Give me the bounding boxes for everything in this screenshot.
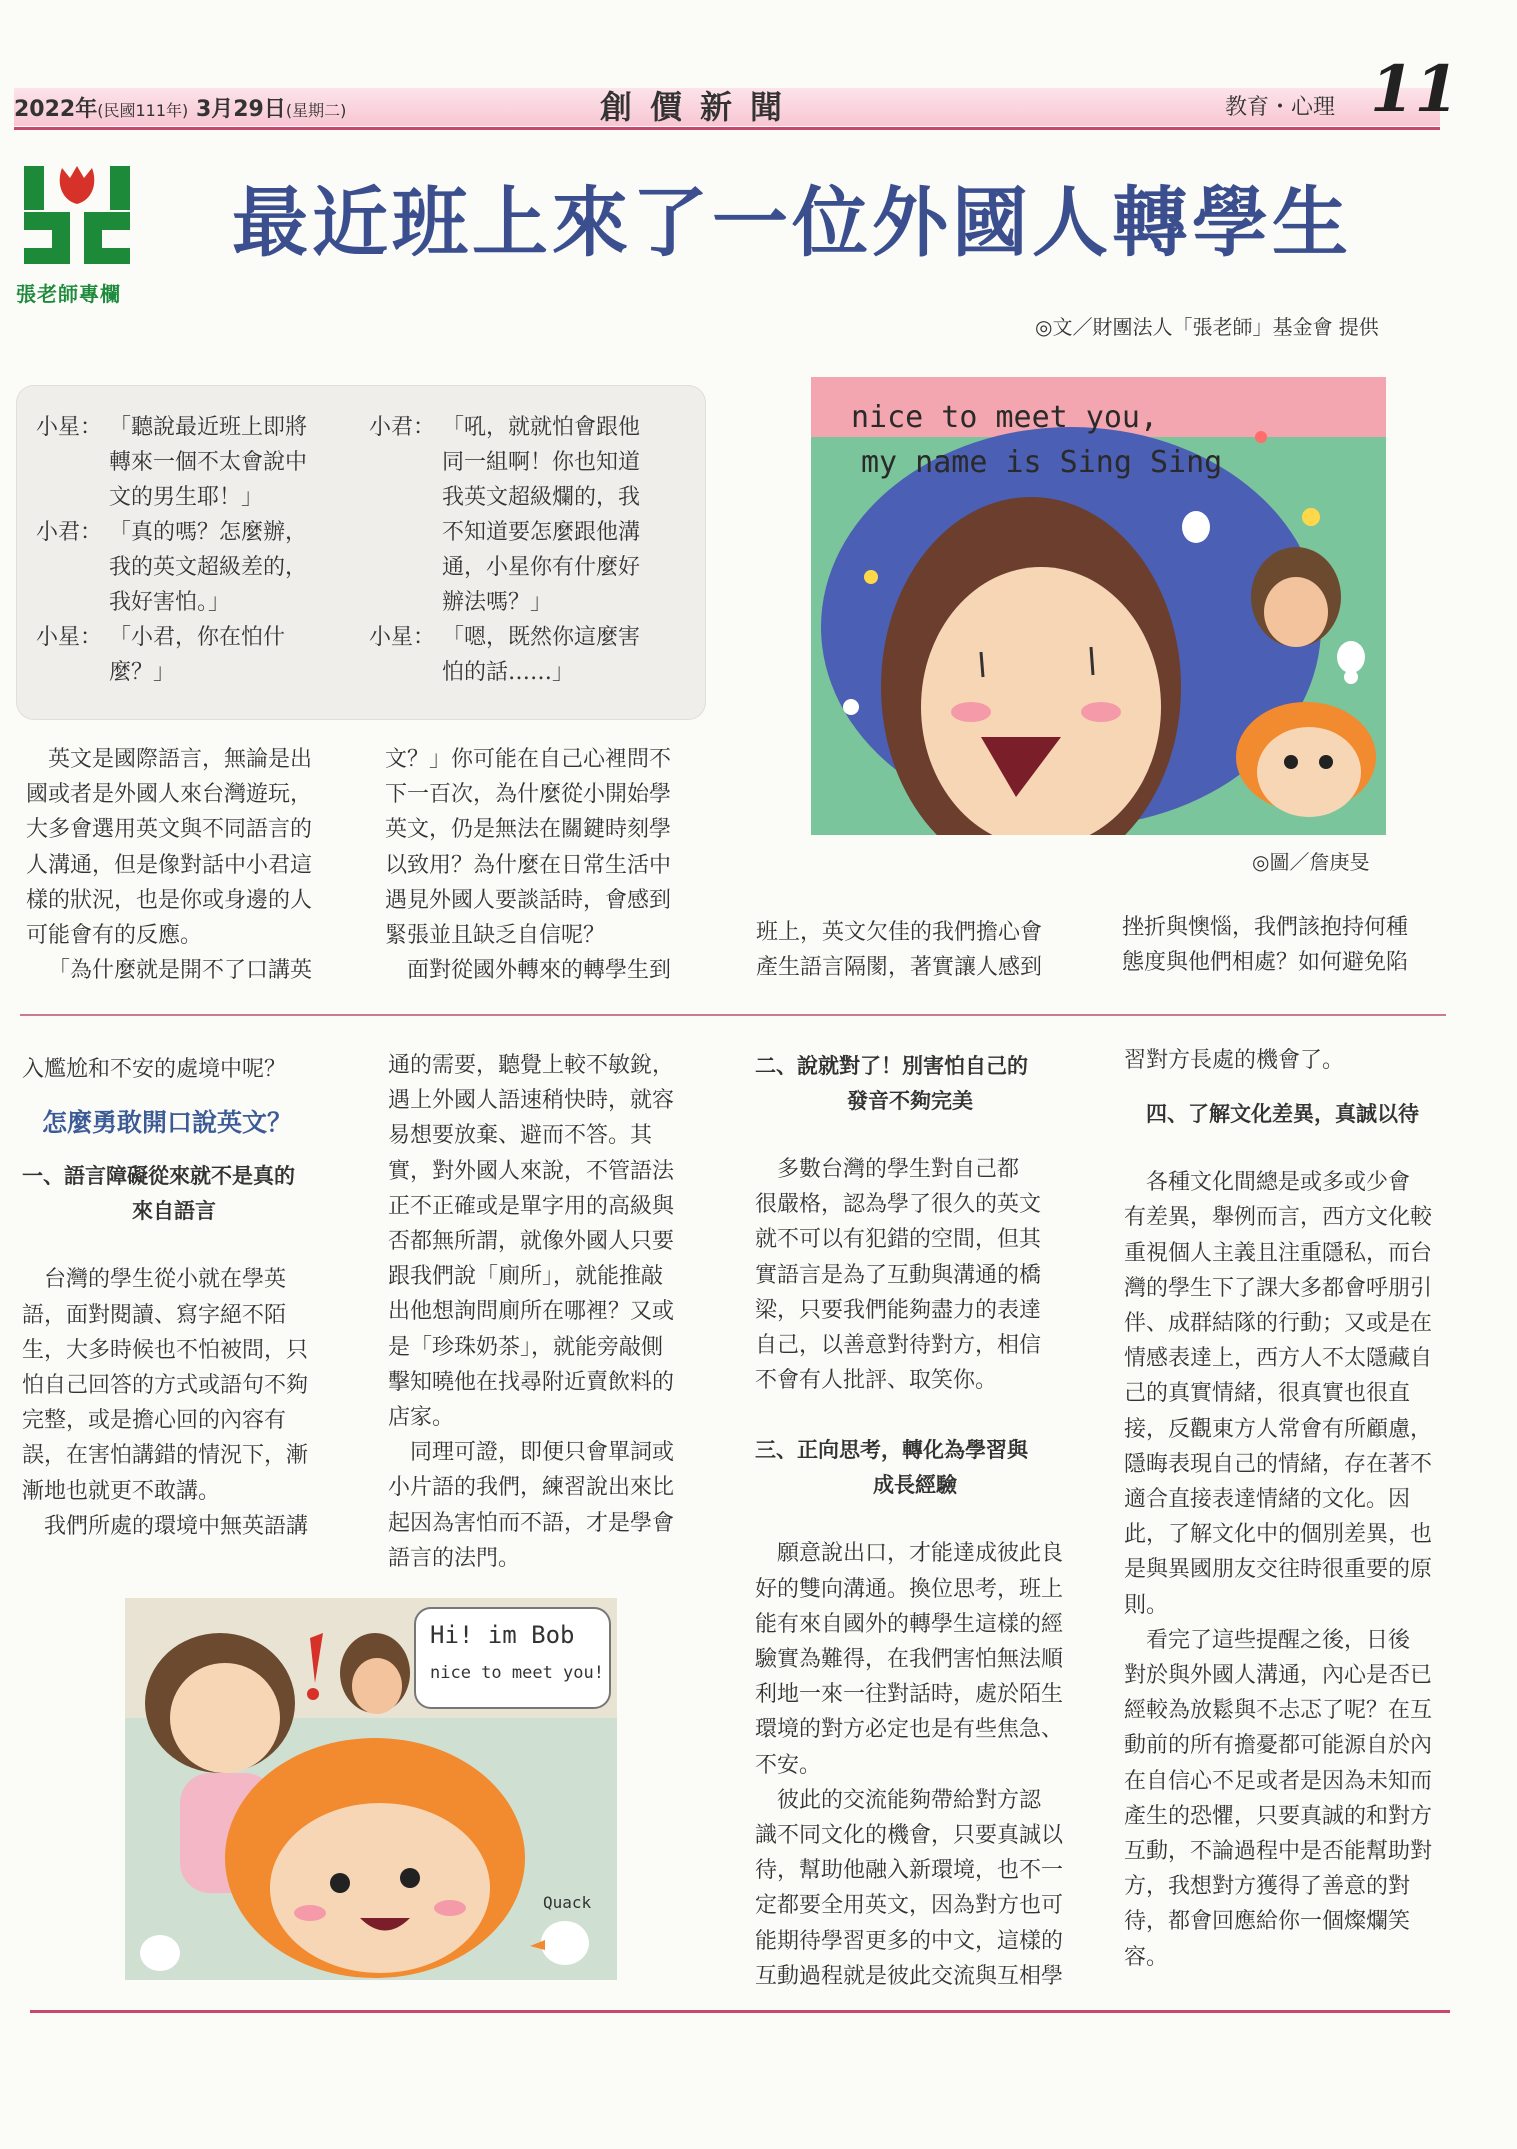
- dialog-turn: 小星： 「小君，你在怕什: [36, 625, 286, 650]
- illustration-bob-greeting: [125, 1598, 617, 1980]
- article-column: 通的需要，聽覺上較不敏銳， 遇上外國人語速稍快時，就容 易想要放棄、避而不答。其 實，對外國人來說，不管語法 正不正確或是單字用的高級與 否都無所謂，就像外國人只要 跟我們說「廁所」，就能推敲 出他想詢問廁所在哪裡？又或 是「珍珠奶茶」，就能旁敲側 擊知曉他在找尋附近賣飲料的 店家。 同理可證，即便只會單詞或 小片語的我們，練習說出來比 起因為害怕而不語，才是學會 語言的法門。: [388, 1053, 675, 1571]
- issue-date: 2022年(民國111年) 3月29日(星期二): [14, 97, 347, 122]
- article-column: 習對方長處的機會了。 四、了解文化差異，真誠以待 各種文化間總是或多或少會 有差異，舉例而言，西方文化較 重視個人主義且注重隱私，而台 灣的學生下了課大多都會呼朋引 伴、成群結隊的行動；又或是在 情感表達上，西方人不太隱藏自 己的真實情緒，很真實也很直 接，反觀東方人常會有所顧慮， 隱晦表現自己的情緒，存在著不 適合直接表達情緒的文化。因 此，了解文化中的個別差異，也 是與異國朋友交往時很重要的原 則。 看完了這些提醒之後，日後 對於與外國人溝通，內心是否已 經較為放鬆與不忐忑了呢？在互 動前的所有擔憂都可能源自於內 在自信心不足或者是因為未知而 產生的恐懼，只要真誠的和對方 互動，不論過程中是否能幫助對 方，我想對方獲得了善意的對 待，都會回應給你一個燦爛笑 容。: [1124, 1048, 1433, 1970]
- page-bottom-rule: [30, 2010, 1450, 2013]
- illustration-girl-greeting: [811, 377, 1386, 835]
- article-headline: 最近班上來了一位外國人轉學生: [232, 178, 1352, 267]
- speech-text: my name is Sing Sing: [861, 445, 1223, 480]
- section-heading: 怎麼勇敢開口說英文？: [42, 1108, 293, 1138]
- subheading: 四、了解文化差異，真誠以待: [1146, 1101, 1419, 1127]
- speech-text: nice to meet you!: [430, 1663, 604, 1683]
- duck-sound-text: Quack: [543, 1893, 592, 1912]
- zhang-laoshi-logo-icon: [18, 160, 136, 270]
- subheading: 一、語言障礙從來就不是真的: [22, 1163, 295, 1189]
- speech-text: Hi! im Bob: [430, 1621, 575, 1649]
- dialog-turn: 小君： 「真的嗎？怎麼辦，: [36, 520, 308, 545]
- page-number: 11: [1370, 52, 1460, 127]
- section-name: 教育・心理: [1225, 95, 1336, 120]
- article-column: 挫折與懊惱，我們該抱持何種 態度與他們相處？如何避免陷: [1122, 915, 1409, 976]
- dialog-turn: 小星： 「聽說最近班上即將: [36, 415, 308, 440]
- article-column: 入尷尬和不安的處境中呢？ 怎麼勇敢開口說英文？ 一、語言障礙從來就不是真的 來自語言 台灣的學生從小就在學英 語，面對閱讀、寫字絕不陌 生，大多時候也不怕被問，只 怕自己回答的方式或語句不夠 完整，或是擔心回的內容有 誤，在害怕講錯的情況下，漸 漸地也就更不敢講。 我們所處的環境中無英語講: [22, 1057, 309, 1539]
- article-column: 英文是國際語言，無論是出 國或者是外國人來台灣遊玩， 大多會選用英文與不同語言的 人溝通，但是像對話中小君這 樣的狀況，也是你或身邊的人 可能會有的反應。 「為什麼就是開不了口講英: [26, 747, 313, 984]
- speech-text: nice to meet you,: [851, 400, 1159, 435]
- section-divider: [20, 1014, 1446, 1016]
- article-column: 班上，英文欠佳的我們擔心會 產生語言隔閡，著實讓人感到: [756, 920, 1043, 981]
- dialog-turn: 小星： 「嗯，既然你這麼害: [369, 625, 641, 650]
- dialog-column-right: 小君： 「吼，就就怕會跟他 同一組啊！你也知道 我英文超級爛的，我 不知道要怎麼跟他溝 通，小星你有什麼好 辦法嗎？」 小星： 「嗯，既然你這麼害 怕的話……」: [369, 410, 640, 690]
- article-column: 二、說就對了！別害怕自己的 發音不夠完美 多數台灣的學生對自己都 很嚴格，認為學了很久的英文 就不可以有犯錯的空間，但其 實語言是為了互動與溝通的橋 梁，只要我們能夠盡力的表達 自己，以善意對待對方，相信 不會有人批評、取笑你。 三、正向思考，轉化為學習與 成長經驗 願意說出口，才能達成彼此良 好的雙向溝通。換位思考，班上 能有來自國外的轉學生這樣的經 驗實為難得，在我們害怕無法順 利地一來一往對話時，處於陌生 環境的對方必定也是有些焦急、 不安。 彼此的交流能夠帶給對方認 識不同文化的機會，只要真誠以 待，幫助他融入新環境，也不一 定都要全用英文，因為對方也可 能期待學習更多的中文，這樣的 互動過程就是彼此交流與互相學: [755, 1048, 1063, 1994]
- article-byline: ◎文／財團法人「張老師」基金會 提供: [1035, 315, 1379, 339]
- subheading: 三、正向思考，轉化為學習與: [755, 1437, 1028, 1463]
- dialog-turn: 小君： 「吼，就就怕會跟他: [369, 415, 641, 440]
- masthead-rule: [14, 127, 1440, 130]
- dialog-column-left: 小星： 「聽說最近班上即將 轉來一個不太會說中 文的男生耶！」 小君： 「真的嗎？怎麼辦， 我的英文超級差的， 我好害怕。」 小星： 「小君，你在怕什 麼？」: [36, 410, 307, 690]
- illustration-credit: ◎圖／詹庚旻: [1252, 850, 1370, 874]
- column-label: 張老師專欄: [16, 282, 121, 306]
- newspaper-name: 創價新聞: [600, 88, 801, 126]
- subheading: 二、說就對了！別害怕自己的: [755, 1053, 1028, 1078]
- article-column: 文？」你可能在自己心裡問不 下一百次，為什麼從小開始學 英文，仍是無法在關鍵時刻學 以致用？為什麼在日常生活中 遇見外國人要談話時，會感到 緊張並且缺乏自信呢？ 面對從國外轉來的轉學生到: [385, 747, 672, 984]
